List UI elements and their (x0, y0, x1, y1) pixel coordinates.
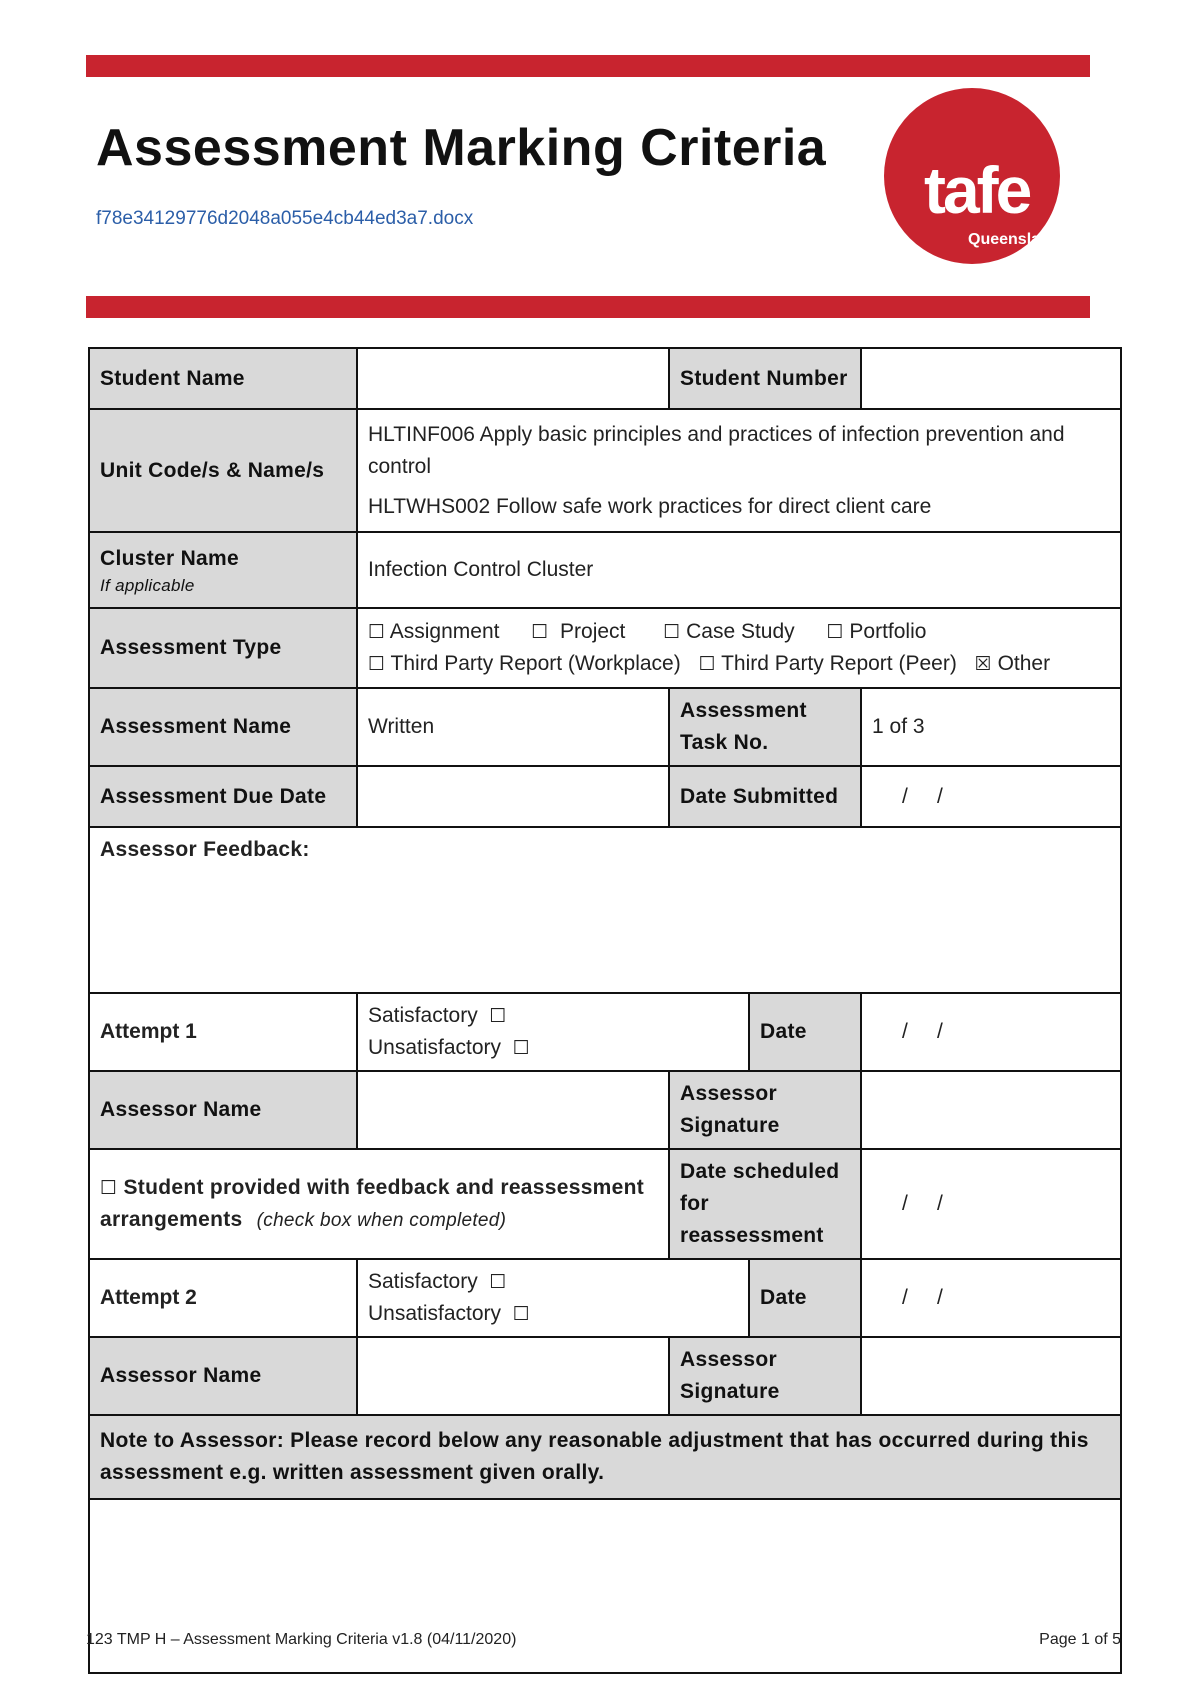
option-third-party-workplace[interactable]: ☐ Third Party Report (Workplace) (368, 652, 681, 675)
assessor-signature-label-2: Assessor Signature (669, 1337, 861, 1415)
date-submitted-field[interactable]: / / (861, 766, 1121, 827)
task-no-field: 1 of 3 (861, 688, 1121, 766)
row-student (89, 348, 1121, 409)
attempt-2-result (357, 1259, 749, 1337)
row-attempt-2 (89, 1259, 1121, 1337)
attempt-1-result (357, 993, 749, 1071)
row-assessor-1 (89, 1071, 1121, 1149)
student-name-field[interactable] (357, 348, 669, 409)
row-unit (89, 409, 1121, 532)
unit-field (357, 409, 1121, 532)
checkbox-icon: ☐ (512, 1303, 530, 1325)
row-reassessment (89, 1149, 1121, 1259)
unit-line-1: HLTINF006 Apply basic principles and practices of infection prevention and control (368, 422, 1065, 478)
cluster-label-cell (89, 532, 357, 608)
row-feedback (89, 827, 1121, 993)
header-bottom-bar (86, 296, 1090, 318)
row-attempt-1 (89, 993, 1121, 1071)
task-no-label: Assessment Task No. (669, 688, 861, 766)
student-number-label: Student Number (669, 348, 861, 409)
assessor-feedback-label: Assessor Feedback: (100, 838, 310, 861)
reassessment-note: (check box when completed) (256, 1209, 507, 1231)
attempt-1-satisfactory[interactable]: Satisfactory ☐ (368, 1000, 506, 1032)
row-due-date (89, 766, 1121, 827)
checkbox-icon: ☐ (368, 621, 386, 643)
assessor-signature-label-1: Assessor Signature (669, 1071, 861, 1149)
checkbox-icon: ☐ (698, 653, 716, 675)
checkbox-icon: ☐ (100, 1176, 118, 1199)
unit-label: Unit Code/s & Name/s (89, 409, 357, 532)
checkbox-icon: ☐ (512, 1037, 530, 1059)
row-assessment-type (89, 608, 1121, 688)
footer-page-number: Page 1 of 5 (1039, 1631, 1121, 1648)
attempt-1-date-field[interactable]: / / (861, 993, 1121, 1071)
note-to-assessor: Note to Assessor: Please record below any reasonable adjustment that has occurred during this assessment e.g. written assessment given orally. (89, 1415, 1121, 1499)
date-scheduled-label: Date scheduled for reassessment (669, 1149, 861, 1259)
option-project[interactable]: ☐ Project (531, 620, 626, 643)
assessment-type-options (357, 608, 1121, 688)
option-other[interactable]: ☒ Other (974, 652, 1051, 675)
checkbox-checked-icon: ☒ (974, 653, 992, 675)
row-assessor-2 (89, 1337, 1121, 1415)
option-case-study[interactable]: ☐ Case Study (663, 620, 795, 643)
attempt-2-date-label: Date (749, 1259, 861, 1337)
tafe-queensland-logo (884, 88, 1060, 264)
option-assignment[interactable]: ☐ Assignment (368, 620, 500, 643)
row-assessment-name (89, 688, 1121, 766)
checkbox-icon: ☐ (531, 621, 549, 643)
assessor-name-field-1[interactable] (357, 1071, 669, 1149)
student-name-label: Student Name (89, 348, 357, 409)
cluster-label: Cluster Name (100, 547, 239, 570)
attempt-2-satisfactory[interactable]: Satisfactory ☐ (368, 1266, 506, 1298)
assessment-name-label: Assessment Name (89, 688, 357, 766)
checkbox-icon: ☐ (489, 1271, 507, 1293)
assessor-signature-field-2[interactable] (861, 1337, 1121, 1415)
assessor-signature-field-1[interactable] (861, 1071, 1121, 1149)
row-cluster (89, 532, 1121, 608)
assessment-form (88, 347, 1122, 1674)
attempt-1-unsatisfactory[interactable]: Unsatisfactory ☐ (368, 1032, 530, 1064)
assessor-name-label-2: Assessor Name (89, 1337, 357, 1415)
assessment-name-field: Written (357, 688, 669, 766)
due-date-field[interactable] (357, 766, 669, 827)
checkbox-icon: ☐ (368, 653, 386, 675)
attempt-2-unsatisfactory[interactable]: Unsatisfactory ☐ (368, 1298, 530, 1330)
page-title: Assessment Marking Criteria (96, 119, 827, 177)
reassessment-arrangement[interactable] (89, 1149, 669, 1259)
document-filename: f78e34129776d2048a055e4cb44ed3a7.docx (96, 208, 474, 229)
student-number-field[interactable] (861, 348, 1121, 409)
attempt-2-date-field[interactable]: / / (861, 1259, 1121, 1337)
cluster-sublabel: If applicable (100, 576, 195, 595)
assessor-feedback-field[interactable] (89, 827, 1121, 993)
option-third-party-peer[interactable]: ☐ Third Party Report (Peer) (698, 652, 957, 675)
header-top-bar (86, 55, 1090, 77)
due-date-label: Assessment Due Date (89, 766, 357, 827)
attempt-1-date-label: Date (749, 993, 861, 1071)
row-note (89, 1415, 1121, 1499)
assessor-name-field-2[interactable] (357, 1337, 669, 1415)
checkbox-icon: ☐ (489, 1005, 507, 1027)
unit-line-2: HLTWHS002 Follow safe work practices for direct client care (368, 494, 932, 518)
cluster-field: Infection Control Cluster (357, 532, 1121, 608)
date-scheduled-field[interactable]: / / (861, 1149, 1121, 1259)
footer-document-info: 123 TMP H – Assessment Marking Criteria v1.8 (04/11/2020) (86, 1631, 517, 1648)
logo-text: tafe (924, 153, 1030, 227)
checkbox-icon: ☐ (826, 621, 844, 643)
checkbox-icon: ☐ (663, 621, 681, 643)
reassessment-label: Student provided with feedback and reassessment arrangements (100, 1175, 645, 1231)
logo-subtext: Queensland (968, 231, 1060, 248)
attempt-1-label: Attempt 1 (89, 993, 357, 1071)
option-portfolio[interactable]: ☐ Portfolio (826, 620, 927, 643)
attempt-2-label: Attempt 2 (89, 1259, 357, 1337)
assessment-type-label: Assessment Type (89, 608, 357, 688)
date-submitted-label: Date Submitted (669, 766, 861, 827)
assessor-name-label-1: Assessor Name (89, 1071, 357, 1149)
